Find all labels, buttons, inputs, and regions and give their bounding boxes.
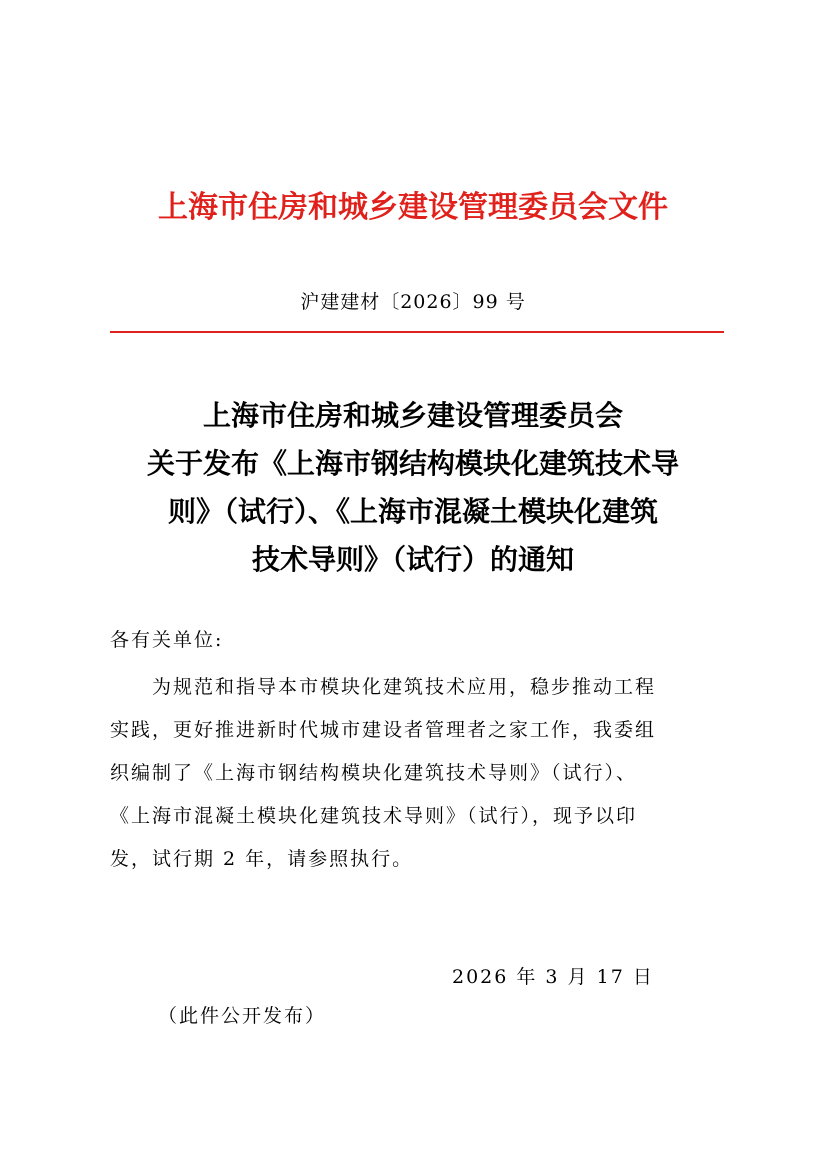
salutation: 各有关单位: — [110, 629, 224, 651]
body-line-4: 《上海市混凝土模块化建筑技术导则》（试行），现予以印 — [110, 805, 638, 827]
red-divider-line — [110, 331, 724, 333]
issuer-title: 上海市住房和城乡建设管理委员会文件 — [158, 190, 668, 225]
issue-date: 2026 年 3 月 17 日 — [452, 966, 654, 988]
document-number: 沪建建材〔2026〕99 号 — [300, 291, 526, 313]
body-line-3: 织编制了《上海市钢结构模块化建筑技术导则》（试行）、 — [110, 762, 638, 784]
notice-title-line-2: 关于发布《上海市钢结构模块化建筑技术导 — [146, 447, 679, 480]
body-line-2: 实践，更好推进新时代城市建设者管理者之家工作，我委组 — [110, 719, 657, 741]
body-line-5: 发，试行期 2 年，请参照执行。 — [110, 848, 414, 870]
body-paragraph — [110, 666, 724, 881]
notice-title-line-3: 则》（试行）、《上海市混凝土模块化建筑 — [167, 495, 658, 528]
notice-title-line-4: 技术导则》（试行）的通知 — [251, 543, 574, 576]
notice-title — [100, 392, 726, 584]
public-release-note: （此件公开发布） — [158, 1005, 327, 1027]
body-line-1: 为规范和指导本市模块化建筑技术应用，稳步推动工程 — [152, 676, 657, 698]
notice-title-line-1: 上海市住房和城乡建设管理委员会 — [202, 399, 623, 432]
